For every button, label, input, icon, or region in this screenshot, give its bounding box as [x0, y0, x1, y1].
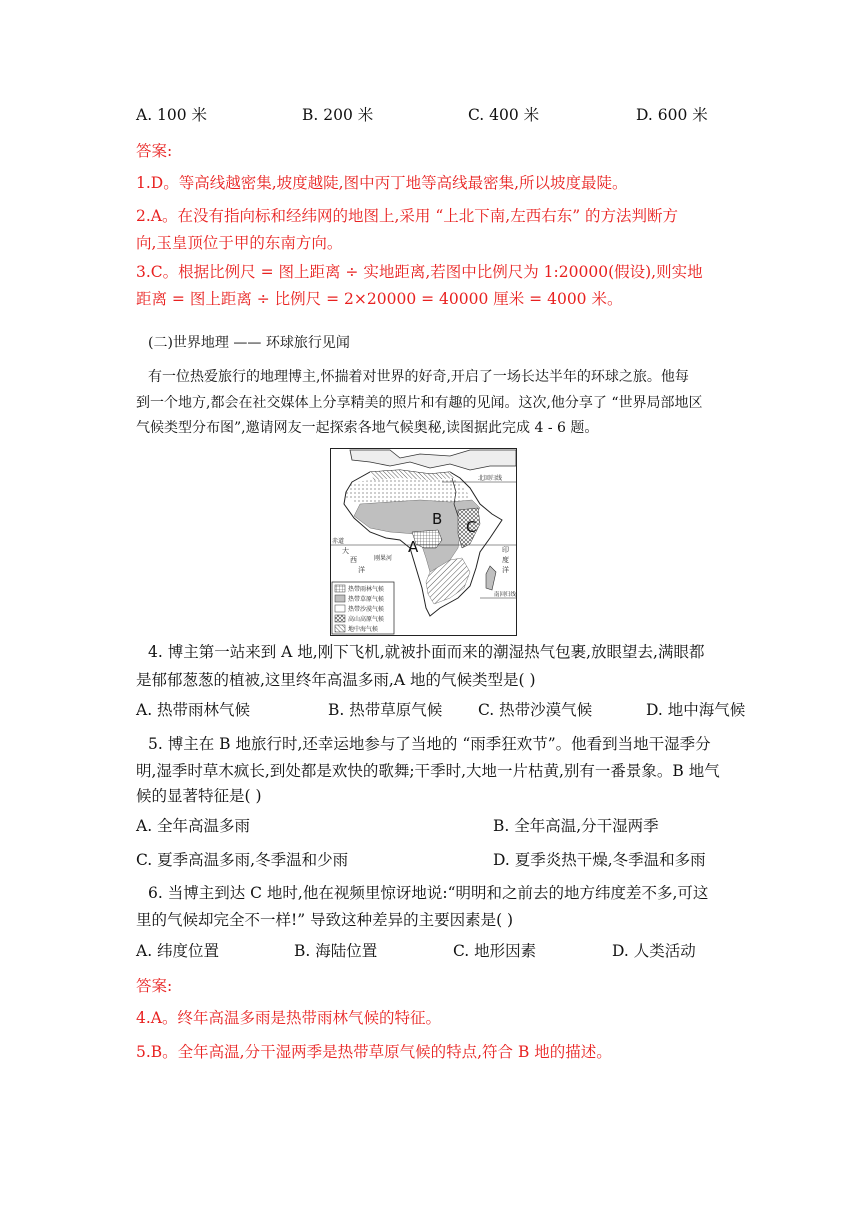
atlantic-1: 大: [342, 547, 349, 555]
indian-1: 印: [502, 546, 509, 554]
q3-option-c: C. 400 米: [468, 106, 540, 124]
q3-option-b: B. 200 米: [302, 106, 374, 124]
legend-swatch-desert: [335, 605, 345, 612]
map-legend: [332, 582, 394, 634]
answer-3-line-1: 3.C。根据比例尺 = 图上距离 ÷ 实地距离,若图中比例尺为 1:20000(假设),则实地: [136, 263, 703, 281]
q5-option-a: A. 全年高温多雨: [136, 817, 251, 835]
q4-stem-1: 4. 博主第一站来到 A 地,刚下飞机,就被扑面而来的潮湿热气包裹,放眼望去,满眼都: [148, 643, 705, 661]
q5-option-b: B. 全年高温,分干湿两季: [493, 817, 659, 835]
answer-5: 5.B。全年高温,分干湿两季是热带草原气候的特点,符合 B 地的描述。: [136, 1043, 612, 1061]
legend-savanna: 热带草原气候: [348, 596, 385, 603]
indian-2: 度: [502, 556, 509, 564]
legend-swatch-mediterranean: [335, 625, 345, 632]
label-a: A: [408, 538, 419, 556]
q5-stem-2: 明,湿季时草木疯长,到处都是欢快的歌舞;干季时,大地一片枯黄,别有一番景象。B 地气: [136, 762, 720, 780]
answer-2-line-1: 2.A。在没有指向标和经纬网的地图上,采用 “上北下南,左西右东” 的方法判断方: [136, 207, 679, 225]
section-title: (二)世界地理 —— 环球旅行见闻: [148, 335, 350, 351]
legend-mediterranean: 地中海气候: [348, 626, 379, 633]
q6-option-c: C. 地形因素: [453, 942, 537, 960]
q6-stem-1: 6. 当博主到达 C 地时,他在视频里惊讶地说:“明明和之前去的地方纬度差不多,可这: [148, 884, 709, 902]
legend-highland: 高山高原气候: [348, 616, 385, 623]
intro-line-3: 气候类型分布图”,邀请网友一起探索各地气候奥秘,读图据此完成 4 - 6 题。: [136, 420, 599, 436]
q6-option-b: B. 海陆位置: [294, 942, 378, 960]
q6-option-a: A. 纬度位置: [136, 942, 220, 960]
indian-3: 洋: [502, 566, 509, 574]
tropic-south-label: 南回归线: [494, 592, 517, 598]
answer-1: 1.D。等高线越密集,坡度越陡,图中丙丁地等高线最密集,所以坡度最陡。: [136, 174, 628, 192]
intro-line-1: 有一位热爱旅行的地理博主,怀揣着对世界的好奇,开启了一场长达半年的环球之旅。他每: [148, 369, 689, 385]
answer-label-2: 答案:: [136, 977, 173, 995]
atlantic-3: 洋: [358, 566, 365, 574]
q6-option-d: D. 人类活动: [612, 942, 696, 960]
answer-2-line-2: 向,玉皇顶位于甲的东南方向。: [136, 234, 343, 252]
q5-stem-1: 5. 博主在 B 地旅行时,还幸运地参与了当地的 “雨季狂欢节”。他看到当地干湿季分: [148, 735, 711, 753]
tropic-north-label: 北回归线: [478, 475, 503, 482]
q4-option-b: B. 热带草原气候: [328, 701, 443, 719]
label-b: B: [432, 510, 443, 528]
climate-map: [330, 448, 517, 636]
answer-3-line-2: 距离 = 图上距离 ÷ 比例尺 = 2×20000 = 40000 厘米 = 4000 米。: [136, 290, 623, 308]
label-c: C: [466, 518, 477, 536]
legend-swatch-rainforest: [335, 585, 345, 592]
q4-stem-2: 是郁郁葱葱的植被,这里终年高温多雨,A 地的气候类型是( ): [136, 671, 536, 689]
atlantic-2: 西: [350, 556, 357, 564]
legend-swatch-savanna: [335, 595, 345, 602]
q3-option-a: A. 100 米: [136, 106, 208, 124]
legend-rainforest: 热带雨林气候: [348, 586, 385, 593]
answer-4: 4.A。终年高温多雨是热带雨林气候的特征。: [136, 1009, 441, 1027]
q4-option-a: A. 热带雨林气候: [136, 701, 251, 719]
legend-desert: 热带沙漠气候: [348, 606, 385, 613]
q6-stem-2: 里的气候却完全不一样!” 导致这种差异的主要因素是( ): [136, 911, 514, 929]
legend-swatch-highland: [335, 615, 345, 622]
congo-label: 刚果河: [374, 555, 393, 562]
intro-line-2: 到一个地方,都会在社交媒体上分享精美的照片和有趣的见闻。这次,他分享了 “世界局部地区: [136, 395, 703, 411]
q4-option-c: C. 热带沙漠气候: [478, 701, 593, 719]
q5-stem-3: 候的显著特征是( ): [136, 787, 262, 805]
q5-option-d: D. 夏季炎热干燥,冬季温和多雨: [493, 851, 706, 869]
q3-option-d: D. 600 米: [636, 106, 708, 124]
q4-option-d: D. 地中海气候: [646, 701, 746, 719]
equator-label: 赤道: [332, 538, 345, 545]
answer-label: 答案:: [136, 142, 173, 160]
q5-option-c: C. 夏季高温多雨,冬季温和少雨: [136, 851, 349, 869]
